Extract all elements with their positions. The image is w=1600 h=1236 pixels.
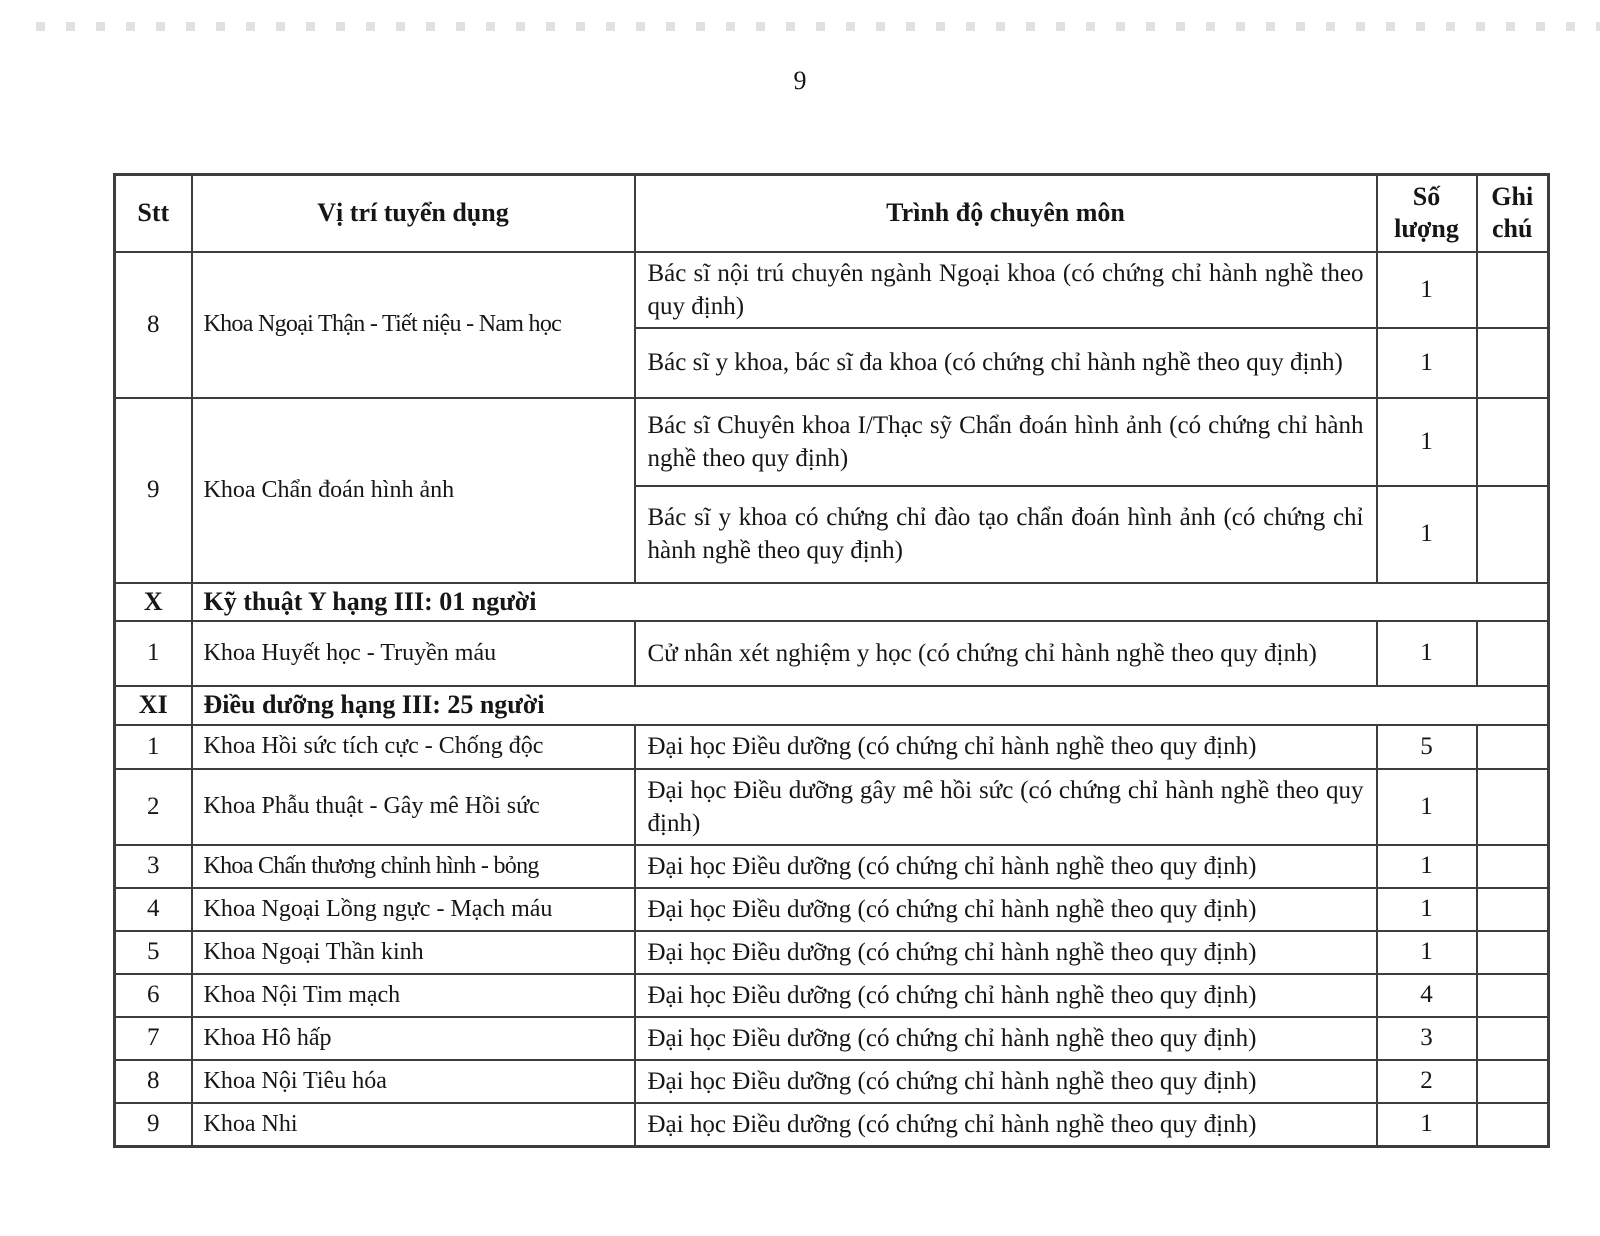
cell-quantity: 1 [1377,769,1477,845]
table-row [115,1017,1549,1060]
table-row [115,398,1549,486]
cell-qualification: Đại học Điều dưỡng (có chứng chỉ hành nghề theo quy định) [635,931,1377,974]
section-row [115,583,1549,621]
cell-quantity: 1 [1377,1103,1477,1147]
cell-qualification: Bác sĩ y khoa có chứng chỉ đào tạo chẩn đoán hình ảnh (có chứng chỉ hành nghề theo quy định) [635,486,1377,583]
table-row [115,621,1549,686]
cell-position: Khoa Ngoại Lồng ngực - Mạch máu [192,888,635,931]
cell-quantity: 1 [1377,931,1477,974]
cell-qualification: Đại học Điều dưỡng (có chứng chỉ hành nghề theo quy định) [635,888,1377,931]
table-row [115,974,1549,1017]
header-note: Ghi chú [1477,175,1549,252]
header-quantity: Số lượng [1377,175,1477,252]
cell-quantity: 1 [1377,888,1477,931]
cell-stt: 9 [115,398,192,583]
cell-stt: 5 [115,931,192,974]
table-row [115,1103,1549,1147]
cell-quantity: 3 [1377,1017,1477,1060]
header-position: Vị trí tuyển dụng [192,175,635,252]
cell-qualification: Bác sĩ y khoa, bác sĩ đa khoa (có chứng chỉ hành nghề theo quy định) [635,328,1377,398]
cell-qualification: Đại học Điều dưỡng (có chứng chỉ hành nghề theo quy định) [635,725,1377,769]
cell-note [1477,398,1549,486]
cell-stt: 1 [115,725,192,769]
cell-note [1477,725,1549,769]
cell-qualification: Bác sĩ Chuyên khoa I/Thạc sỹ Chẩn đoán hình ảnh (có chứng chỉ hành nghề theo quy định) [635,398,1377,486]
cell-position: Khoa Chẩn đoán hình ảnh [192,398,635,583]
cell-note [1477,888,1549,931]
cell-section-title: Điều dưỡng hạng III: 25 người [192,686,1549,725]
cell-position: Khoa Ngoại Thận - Tiết niệu - Nam học [192,252,635,398]
cell-section-stt: X [115,583,192,621]
cell-note [1477,252,1549,328]
table-row [115,1060,1549,1103]
cell-position: Khoa Hồi sức tích cực - Chống độc [192,725,635,769]
cell-stt: 7 [115,1017,192,1060]
cell-stt: 8 [115,252,192,398]
cell-section-title: Kỹ thuật Y hạng III: 01 người [192,583,1549,621]
cell-note [1477,769,1549,845]
header-qualification: Trình độ chuyên môn [635,175,1377,252]
page-number: 9 [793,66,807,95]
cell-note [1477,931,1549,974]
cell-stt: 3 [115,845,192,888]
cell-stt: 6 [115,974,192,1017]
section-row [115,686,1549,725]
recruitment-table [113,173,1550,1148]
cell-note [1477,328,1549,398]
cell-qualification: Đại học Điều dưỡng gây mê hồi sức (có chứng chỉ hành nghề theo quy định) [635,769,1377,845]
cell-position: Khoa Nhi [192,1103,635,1147]
cell-qualification: Đại học Điều dưỡng (có chứng chỉ hành nghề theo quy định) [635,1060,1377,1103]
cell-stt: 2 [115,769,192,845]
cell-note [1477,1017,1549,1060]
header-stt: Stt [115,175,192,252]
cell-note [1477,621,1549,686]
table-row [115,725,1549,769]
cell-quantity: 1 [1377,486,1477,583]
cell-qualification: Đại học Điều dưỡng (có chứng chỉ hành nghề theo quy định) [635,1103,1377,1147]
cell-position: Khoa Hô hấp [192,1017,635,1060]
cell-stt: 9 [115,1103,192,1147]
cell-note [1477,845,1549,888]
cell-position: Khoa Ngoại Thần kinh [192,931,635,974]
cell-position: Khoa Phẫu thuật - Gây mê Hồi sức [192,769,635,845]
cell-quantity: 5 [1377,725,1477,769]
cell-position: Khoa Huyết học - Truyền máu [192,621,635,686]
cell-qualification: Cử nhân xét nghiệm y học (có chứng chỉ hành nghề theo quy định) [635,621,1377,686]
cell-note [1477,1103,1549,1147]
cell-stt: 4 [115,888,192,931]
cell-section-stt: XI [115,686,192,725]
table-row [115,252,1549,328]
cell-note [1477,1060,1549,1103]
cell-stt: 8 [115,1060,192,1103]
cell-position: Khoa Chấn thương chỉnh hình - bỏng [192,845,635,888]
cell-qualification: Bác sĩ nội trú chuyên ngành Ngoại khoa (có chứng chỉ hành nghề theo quy định) [635,252,1377,328]
cell-quantity: 4 [1377,974,1477,1017]
table-row [115,888,1549,931]
dotted-separator [36,22,1600,31]
cell-quantity: 1 [1377,398,1477,486]
cell-qualification: Đại học Điều dưỡng (có chứng chỉ hành nghề theo quy định) [635,1017,1377,1060]
cell-position: Khoa Nội Tim mạch [192,974,635,1017]
cell-note [1477,486,1549,583]
cell-stt: 1 [115,621,192,686]
cell-position: Khoa Nội Tiêu hóa [192,1060,635,1103]
table-row [115,769,1549,845]
cell-quantity: 2 [1377,1060,1477,1103]
cell-quantity: 1 [1377,845,1477,888]
cell-qualification: Đại học Điều dưỡng (có chứng chỉ hành nghề theo quy định) [635,845,1377,888]
cell-quantity: 1 [1377,328,1477,398]
table-row [115,931,1549,974]
cell-qualification: Đại học Điều dưỡng (có chứng chỉ hành nghề theo quy định) [635,974,1377,1017]
cell-quantity: 1 [1377,621,1477,686]
header-row [115,175,1549,252]
cell-quantity: 1 [1377,252,1477,328]
table-row [115,845,1549,888]
cell-note [1477,974,1549,1017]
